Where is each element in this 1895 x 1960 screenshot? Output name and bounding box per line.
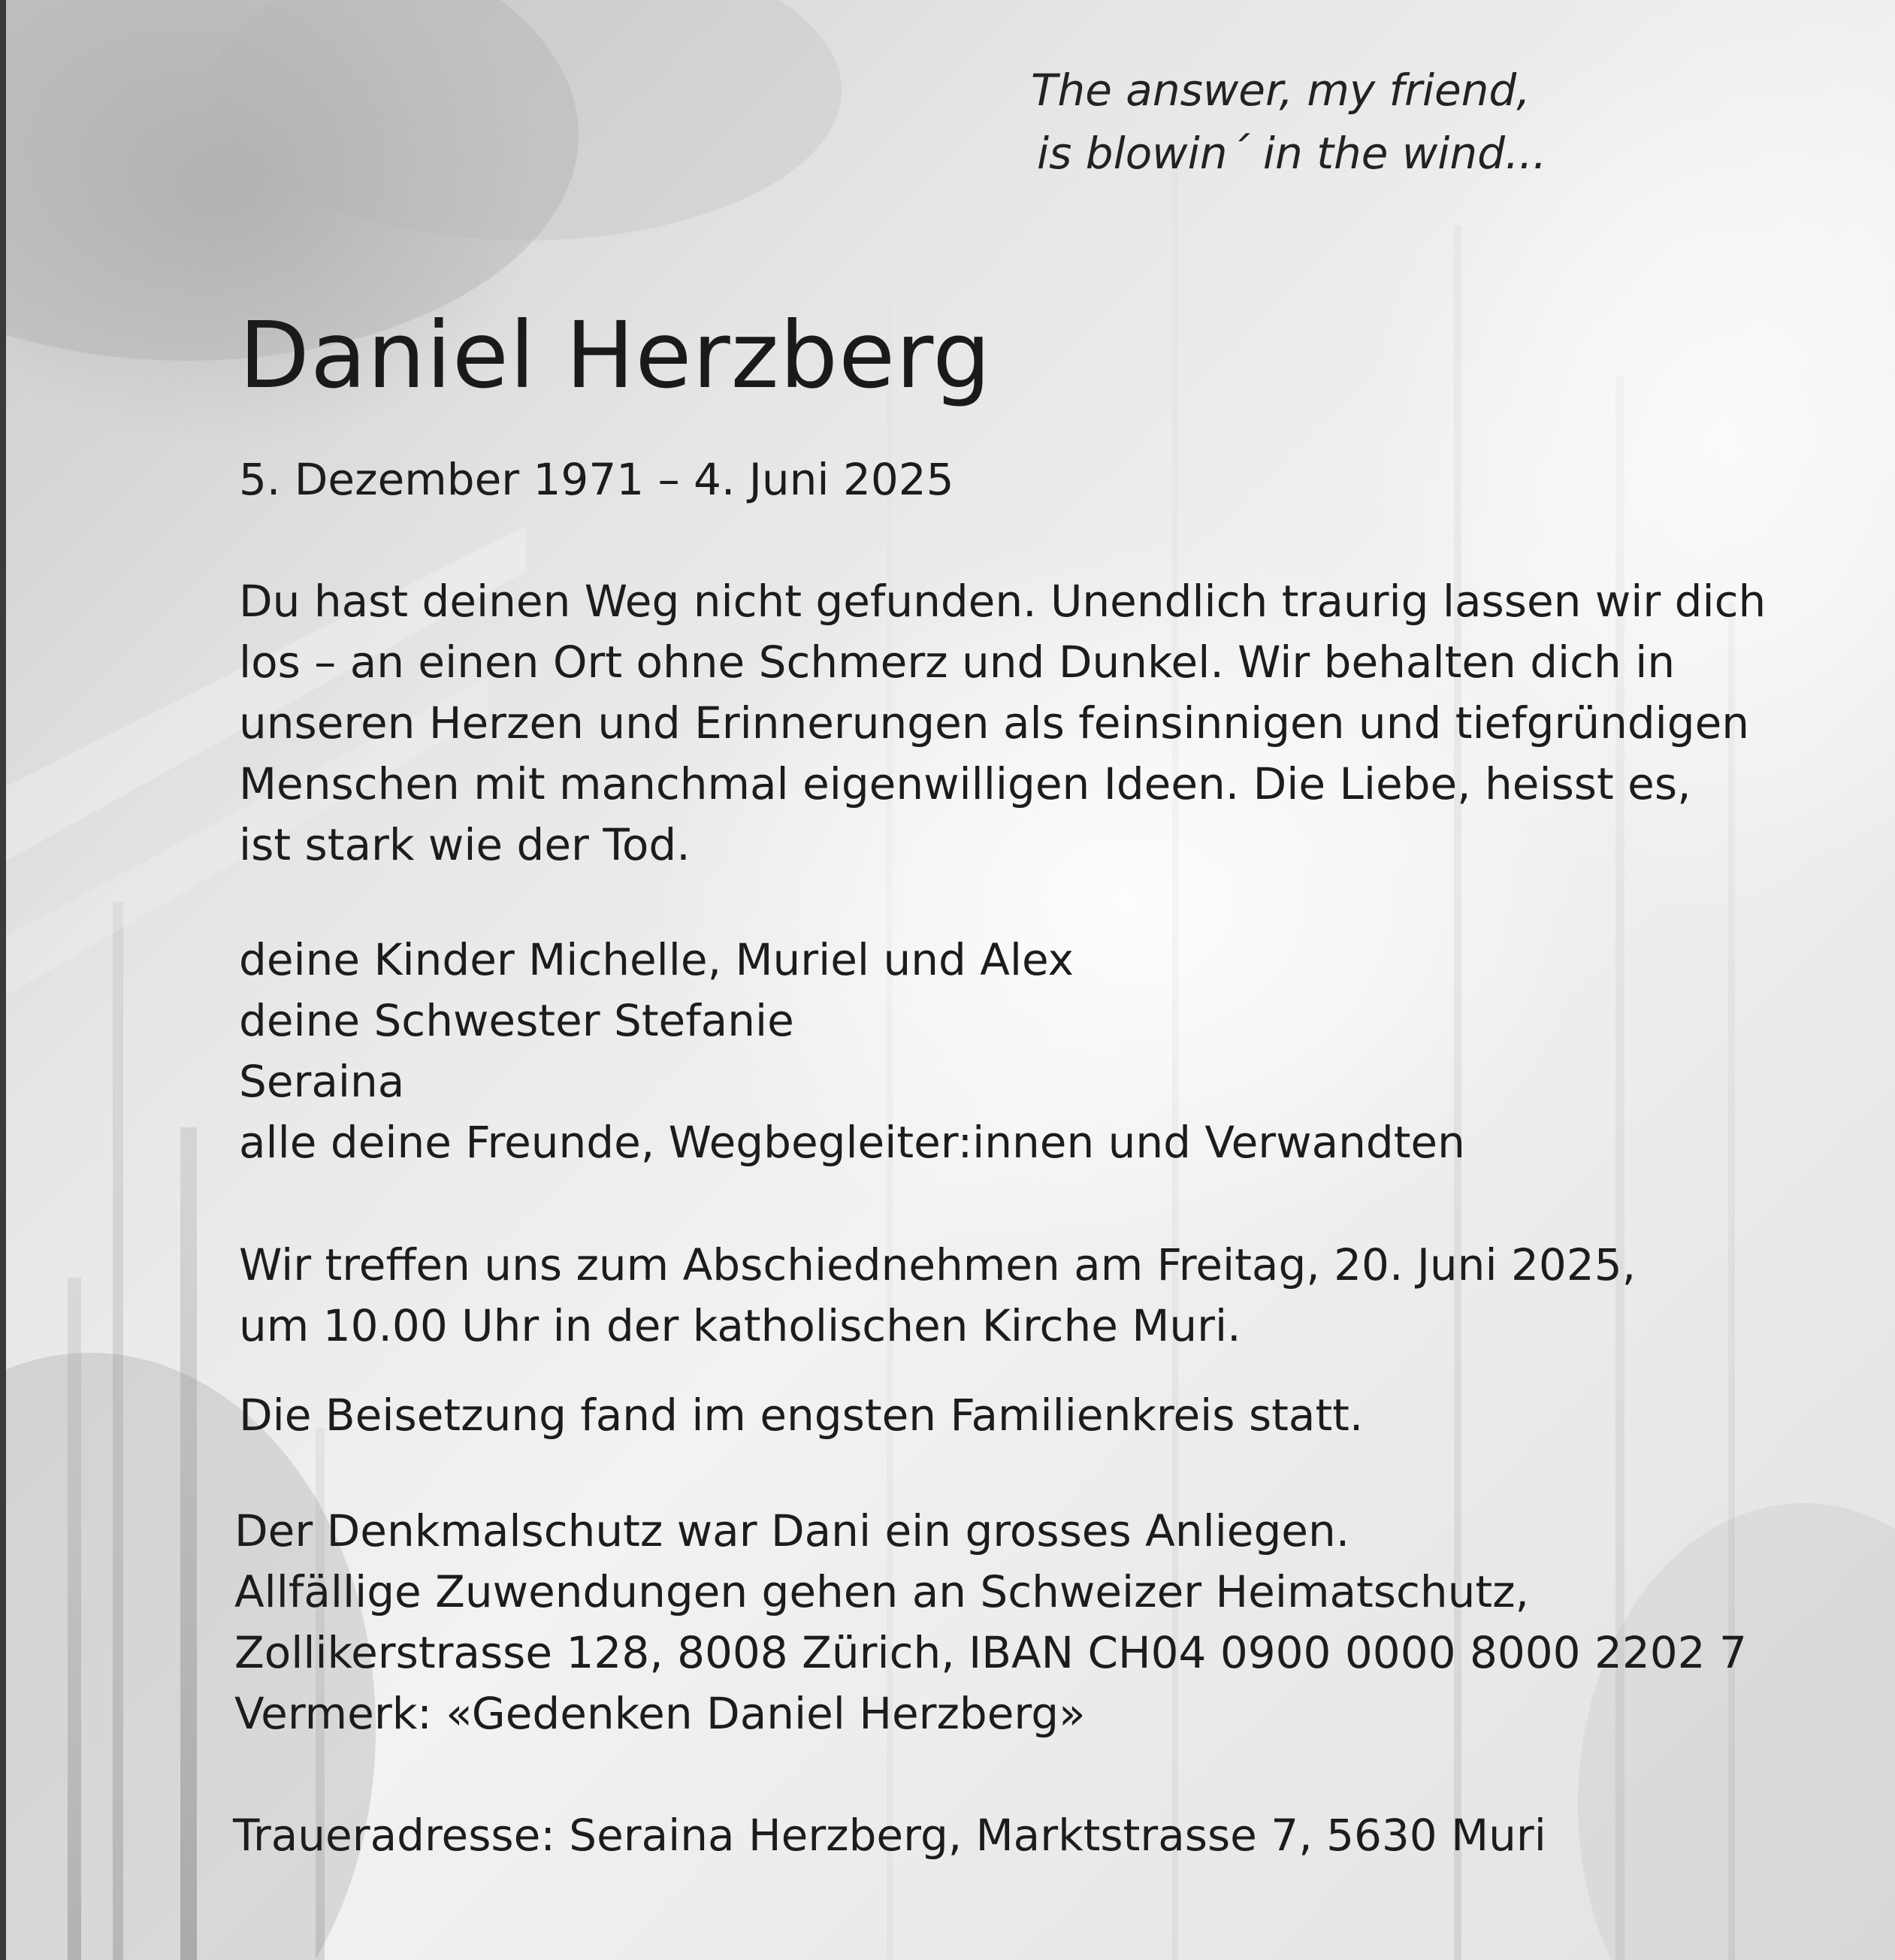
farewell-line: um 10.00 Uhr in der katholischen Kirche Muri. — [239, 1300, 1241, 1351]
motto-line: is blowin´ in the wind... — [1037, 128, 1547, 179]
mourner-line: deine Schwester Stefanie — [239, 995, 794, 1046]
motto-quote — [1031, 59, 1707, 185]
donation-line: Zollikerstrasse 128, 8008 Zürich, IBAN CH04 0900 0000 8000 2202 7 — [234, 1627, 1747, 1678]
paragraph-line: unseren Herzen und Erinnerungen als feinsinnigen und tiefgründigen — [239, 697, 1750, 749]
burial-note: Die Beisetzung fand im engsten Familienkreis statt. — [239, 1390, 1364, 1441]
mourning-address: Traueradresse: Seraina Herzberg, Marktstrasse 7, 5630 Muri — [233, 1810, 1546, 1861]
paragraph-line: ist stark wie der Tod. — [239, 819, 691, 870]
mourner-line: deine Kinder Michelle, Muriel und Alex — [239, 934, 1074, 985]
paragraph-line: los – an einen Ort ohne Schmerz und Dunkel. Wir behalten dich in — [239, 637, 1676, 688]
donation-line: Der Denkmalschutz war Dani ein grosses Anliegen. — [234, 1505, 1350, 1556]
donation-line: Vermerk: «Gedenken Daniel Herzberg» — [234, 1688, 1086, 1739]
life-dates: 5. Dezember 1971 – 4. Juni 2025 — [239, 454, 954, 505]
deceased-name: Daniel Herzberg — [239, 302, 992, 409]
motto-line: The answer, my friend, — [1031, 65, 1531, 116]
memorial-paragraph — [239, 571, 1766, 876]
paragraph-line: Menschen mit manchmal eigenwilligen Ideen. Die Liebe, heisst es, — [239, 758, 1691, 809]
mourner-line: alle deine Freunde, Wegbegleiter:innen und Verwandten — [239, 1117, 1465, 1168]
donation-info — [234, 1501, 1747, 1744]
farewell-line: Wir treffen uns zum Abschiednehmen am Freitag, 20. Juni 2025, — [239, 1239, 1637, 1290]
mourners-list — [239, 930, 1465, 1173]
paragraph-line: Du hast deinen Weg nicht gefunden. Unendlich traurig lassen wir dich — [239, 576, 1767, 627]
donation-line: Allfällige Zuwendungen gehen an Schweizer Heimatschutz, — [234, 1566, 1529, 1617]
farewell-info — [239, 1235, 1636, 1357]
mourner-line: Seraina — [239, 1056, 405, 1107]
